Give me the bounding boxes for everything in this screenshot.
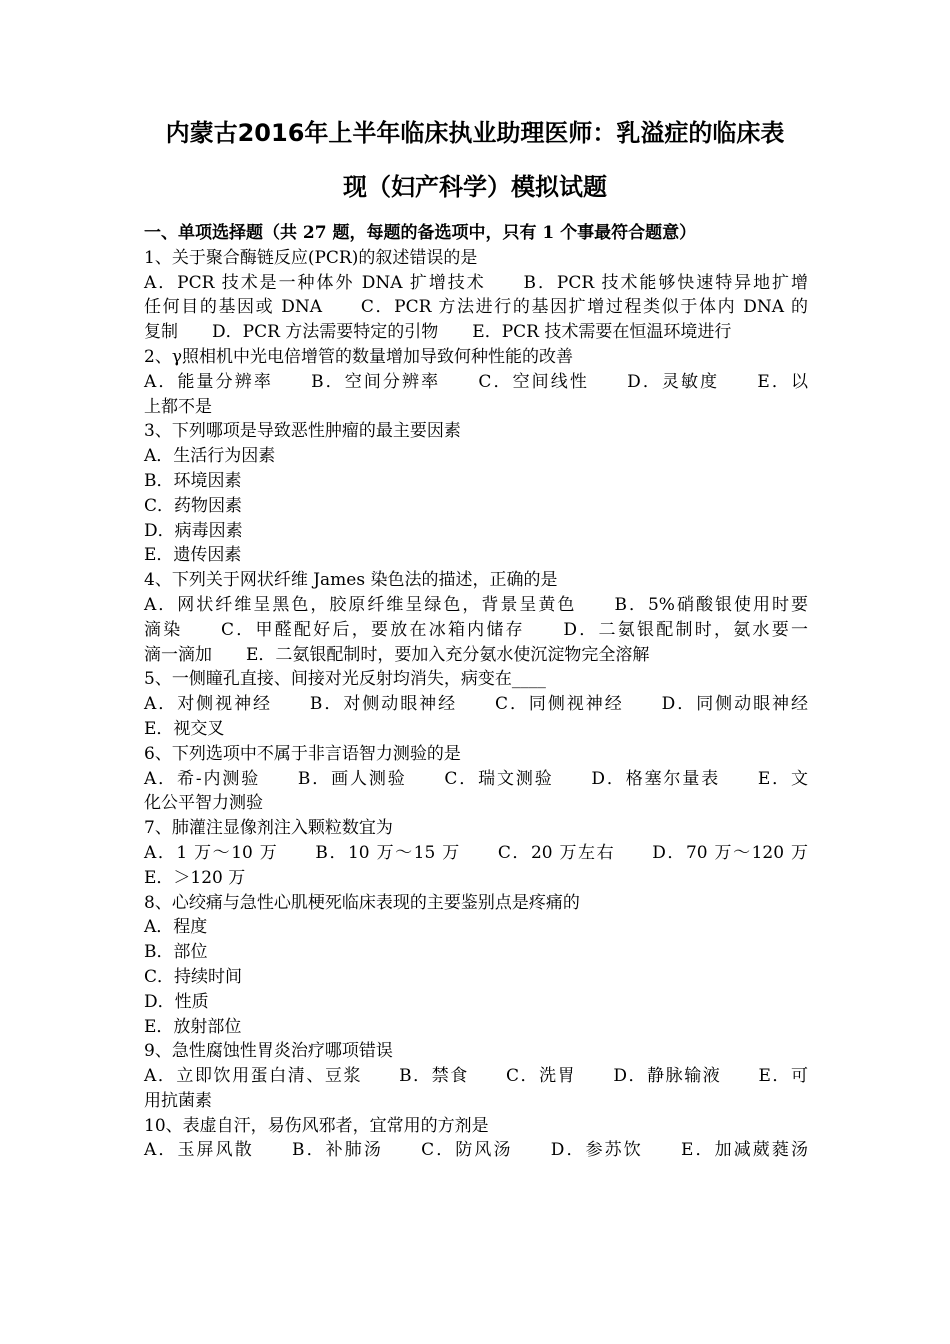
text-line: A．生活行为因素 (144, 446, 276, 467)
text-line: E．遗传因素 (144, 545, 242, 566)
text-line: C．药物因素 (144, 495, 243, 516)
text-line: B．环境因素 (144, 470, 242, 491)
text-line: A．对侧视神经 B．对侧动眼神经 C．同侧视神经 D．同侧动眼神经 (144, 694, 808, 715)
text-line: 1、关于聚合酶链反应(PCR)的叙述错误的是 (144, 247, 478, 268)
text-line: A．程度 (144, 917, 208, 938)
text-line: 10、表虚自汗，易伤风邪者，宜常用的方剂是 (144, 1115, 489, 1136)
text-line: 2、γ照相机中光电倍增管的数量增加导致何种性能的改善 (144, 346, 573, 367)
text-line: E．放射部位 (144, 1016, 242, 1037)
text-line: 9、急性腐蚀性胃炎治疗哪项错误 (144, 1041, 393, 1062)
text-line: A．立即饮用蛋白清、豆浆 B．禁食 C．洗胃 D．静脉输液 E．可 (144, 1066, 808, 1087)
text-line: 复制 D．PCR 方法需要特定的引物 E．PCR 技术需要在恒温环境进行 (144, 322, 732, 343)
text-line: 8、心绞痛与急性心肌梗死临床表现的主要鉴别点是疼痛的 (144, 892, 580, 913)
text-line: D．性质 (144, 991, 209, 1012)
text-line: 5、一侧瞳孔直接、间接对光反射均消失，病变在____ (144, 669, 546, 690)
text-line: A．玉屏风散 B．补肺汤 C．防风汤 D．参苏饮 E．加减葳蕤汤 (144, 1140, 808, 1161)
text-line: 4、下列关于网状纤维 James 染色法的描述，正确的是 (144, 570, 558, 591)
text-line: E．＞120 万 (144, 867, 246, 888)
question-body (144, 221, 808, 1163)
text-line: A．1 万～10 万 B．10 万～15 万 C．20 万左右 D．70 万～120 万 (144, 842, 808, 863)
text-line: 滴染 C．甲醛配好后，要放在冰箱内储存 D．二氨银配制时，氨水要一 (144, 619, 808, 640)
text-line: B．部位 (144, 942, 208, 963)
question-lines (144, 246, 808, 1163)
text-line: 任何目的基因或 DNA C．PCR 方法进行的基因扩增过程类似于体内 DNA 的 (144, 297, 808, 318)
text-line: D．病毒因素 (144, 520, 243, 541)
text-line: 滴一滴加 E．二氨银配制时，要加入充分氨水使沉淀物完全溶解 (144, 644, 650, 665)
text-line: 用抗菌素 (144, 1090, 212, 1111)
text-line: A．网状纤维呈黑色，胶原纤维呈绿色，背景呈黄色 B．5%硝酸银使用时要 (144, 594, 808, 615)
document-title-line-2: 现（妇产科学）模拟试题 (343, 173, 607, 201)
text-line: A．PCR 技术是一种体外 DNA 扩增技术 B．PCR 技术能够快速特异地扩增 (144, 272, 808, 293)
text-line: E．视交叉 (144, 718, 225, 739)
text-line: 7、肺灌注显像剂注入颗粒数宜为 (144, 818, 393, 839)
text-line: 化公平智力测验 (144, 793, 263, 814)
text-line: 上都不是 (144, 396, 212, 417)
document-title-line-1: 内蒙古2016年上半年临床执业助理医师：乳溢症的临床表 (165, 119, 785, 147)
text-line: 3、下列哪项是导致恶性肿瘤的最主要因素 (144, 421, 461, 442)
text-line: 6、下列选项中不属于非言语智力测验的是 (144, 743, 461, 764)
section-heading: 一、单项选择题（共 27 题，每题的备选项中，只有 1 个事最符合题意） (144, 223, 697, 243)
text-line: A．能量分辨率 B．空间分辨率 C．空间线性 D．灵敏度 E．以 (144, 371, 808, 392)
text-line: A．希-内测验 B．画人测验 C．瑞文测验 D．格塞尔量表 E．文 (144, 768, 808, 789)
text-line: C．持续时间 (144, 966, 243, 987)
